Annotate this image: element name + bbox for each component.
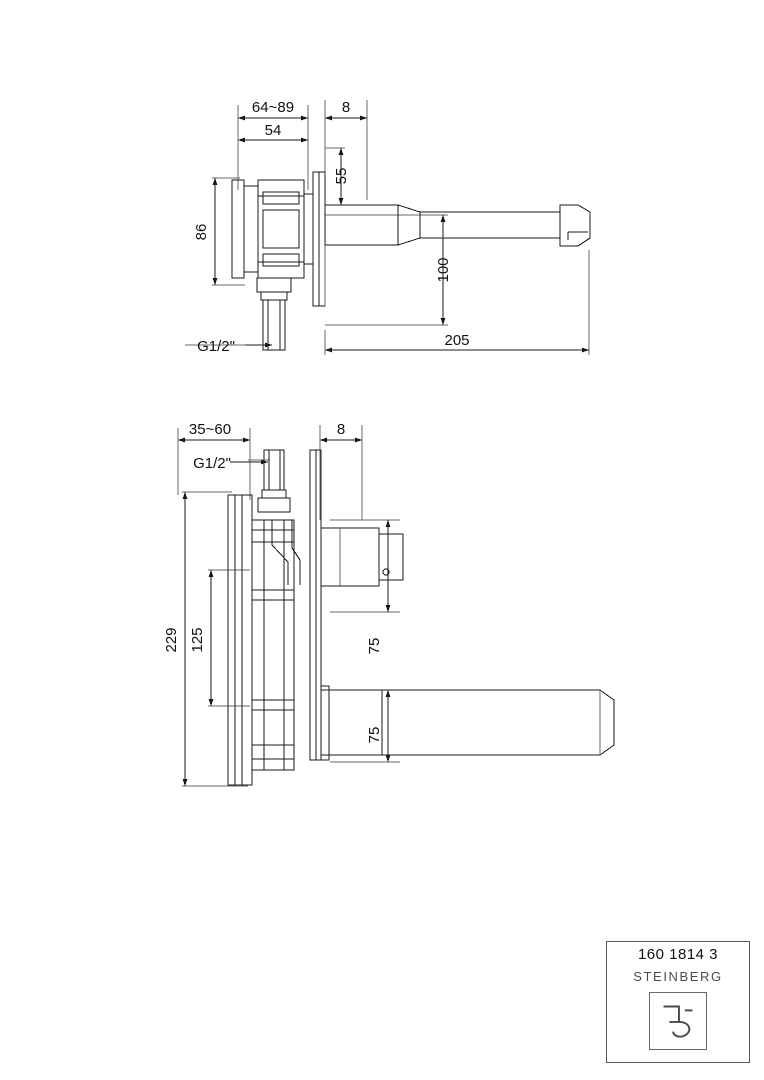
dimension-86: 86	[193, 223, 210, 241]
article-number: 160 1814 3	[637, 946, 719, 963]
dimension-35-60: 35~60	[188, 421, 232, 438]
front-view-geometry	[178, 425, 614, 786]
dimension-100: 100	[435, 257, 452, 283]
top-view-geometry	[185, 100, 590, 355]
dimension-thread-bottom: G1/2"	[193, 455, 231, 472]
dimension-54: 54	[264, 122, 282, 139]
title-block	[606, 941, 750, 1063]
brand-name: STEINBERG	[633, 969, 723, 984]
dimension-75-upper: 75	[366, 637, 383, 655]
steinberg-logo	[649, 992, 707, 1050]
dimension-64-89: 64~89	[251, 99, 295, 116]
dimension-55: 55	[333, 167, 350, 185]
dimension-8-top: 8	[341, 99, 351, 116]
dimension-205: 205	[444, 332, 470, 349]
dimension-75-lower: 75	[366, 726, 383, 744]
dimension-125: 125	[189, 627, 206, 653]
steinberg-logo-mark	[650, 993, 706, 1049]
dimension-229: 229	[163, 627, 180, 653]
dimension-thread-top: G1/2"	[197, 338, 235, 355]
dimension-8-bottom: 8	[336, 421, 346, 438]
